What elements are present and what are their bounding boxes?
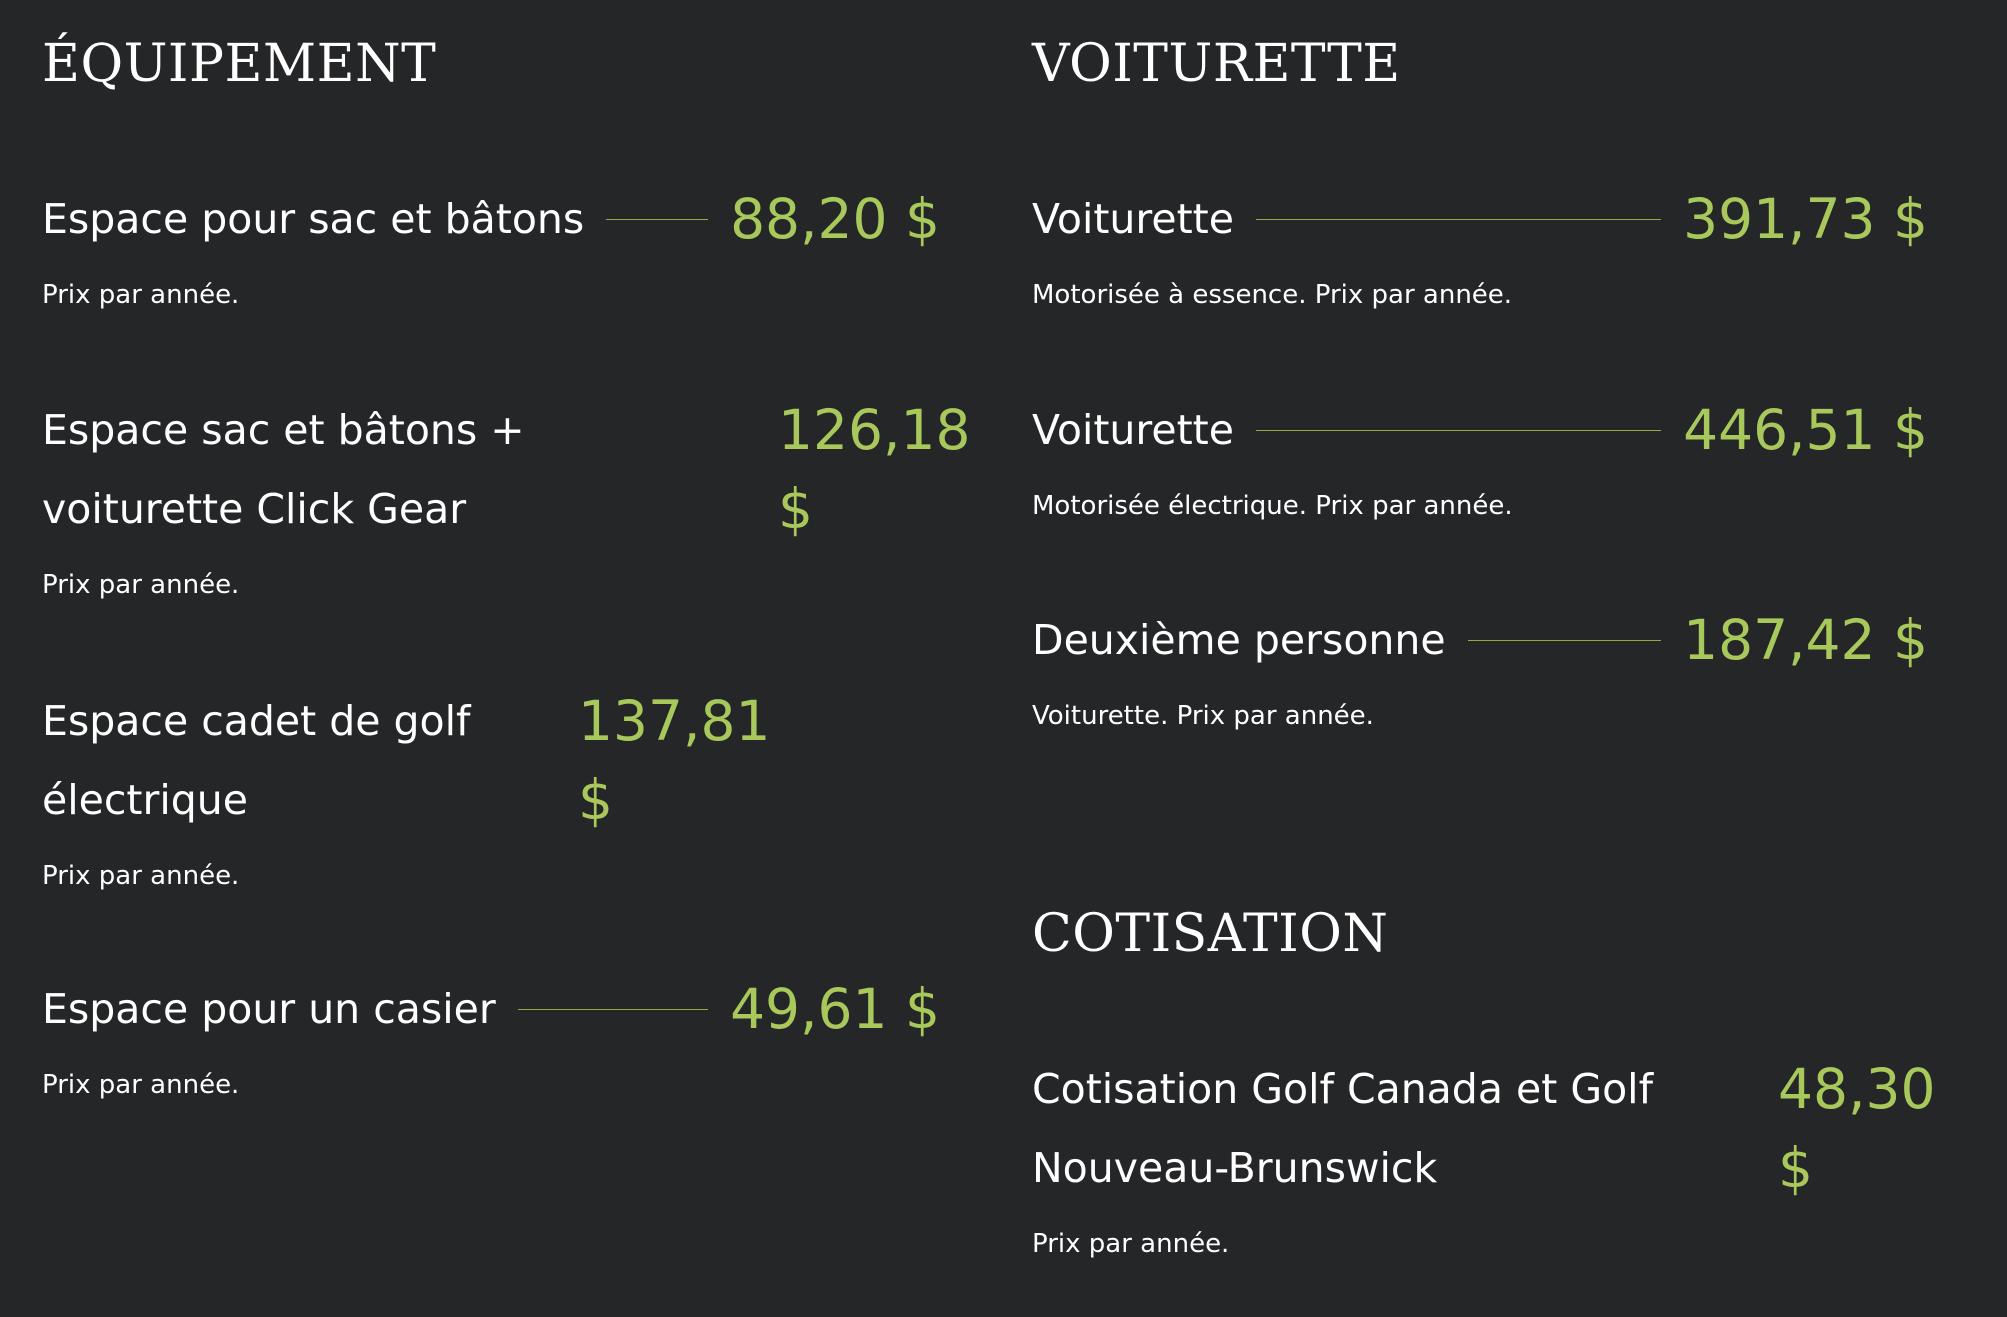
voiturette-heading: VOITURETTE xyxy=(1032,34,1401,94)
item-note: Prix par année. xyxy=(42,861,240,891)
item-name: Espace pour un casier xyxy=(42,985,496,1033)
price-item-cadet-electrique xyxy=(42,682,940,892)
price-item-voiturette-electrique xyxy=(1032,391,1928,522)
item-price: 446,51 $ xyxy=(1683,398,1928,462)
price-item-sac-batons xyxy=(42,180,940,311)
item-note: Prix par année. xyxy=(42,1070,240,1100)
price-item-deuxieme-personne xyxy=(1032,601,1928,732)
leader-line xyxy=(518,1009,708,1010)
price-item-sac-batons-voiturette xyxy=(42,391,971,601)
leader-line xyxy=(606,219,708,220)
price-item-cotisation xyxy=(1032,1050,1936,1260)
price-item-casier xyxy=(42,970,940,1101)
item-price: 391,73 $ xyxy=(1683,187,1928,251)
item-note: Motorisée à essence. Prix par année. xyxy=(1032,280,1513,310)
item-note: Motorisée électrique. Prix par année. xyxy=(1032,491,1513,521)
leader-line xyxy=(1468,640,1661,641)
item-note: Prix par année. xyxy=(42,570,240,600)
cotisation-heading: COTISATION xyxy=(1032,904,1389,964)
item-price: 48,30 $ xyxy=(1778,1057,1936,1200)
item-price: 126,18 $ xyxy=(778,398,971,541)
item-price: 137,81 $ xyxy=(578,689,771,832)
item-price: 49,61 $ xyxy=(730,977,940,1041)
item-name: Deuxième personne xyxy=(1032,616,1446,664)
item-note: Prix par année. xyxy=(1032,1229,1230,1259)
item-name: Espace sac et bâtons + voiturette Click Gear xyxy=(42,406,525,533)
item-note: Voiturette. Prix par année. xyxy=(1032,701,1374,731)
item-price: 187,42 $ xyxy=(1683,608,1928,672)
item-name: Espace cadet de golf électrique xyxy=(42,697,471,824)
item-name: Cotisation Golf Canada et Golf Nouveau-Brunswick xyxy=(1032,1065,1654,1192)
item-price: 88,20 $ xyxy=(730,187,940,251)
item-name: Voiturette xyxy=(1032,406,1234,454)
item-name: Voiturette xyxy=(1032,195,1234,243)
price-item-voiturette-essence xyxy=(1032,180,1928,311)
equipement-heading: ÉQUIPEMENT xyxy=(42,34,437,94)
leader-line xyxy=(1256,430,1661,431)
item-note: Prix par année. xyxy=(42,280,240,310)
item-name: Espace pour sac et bâtons xyxy=(42,195,585,243)
leader-line xyxy=(1256,219,1661,220)
